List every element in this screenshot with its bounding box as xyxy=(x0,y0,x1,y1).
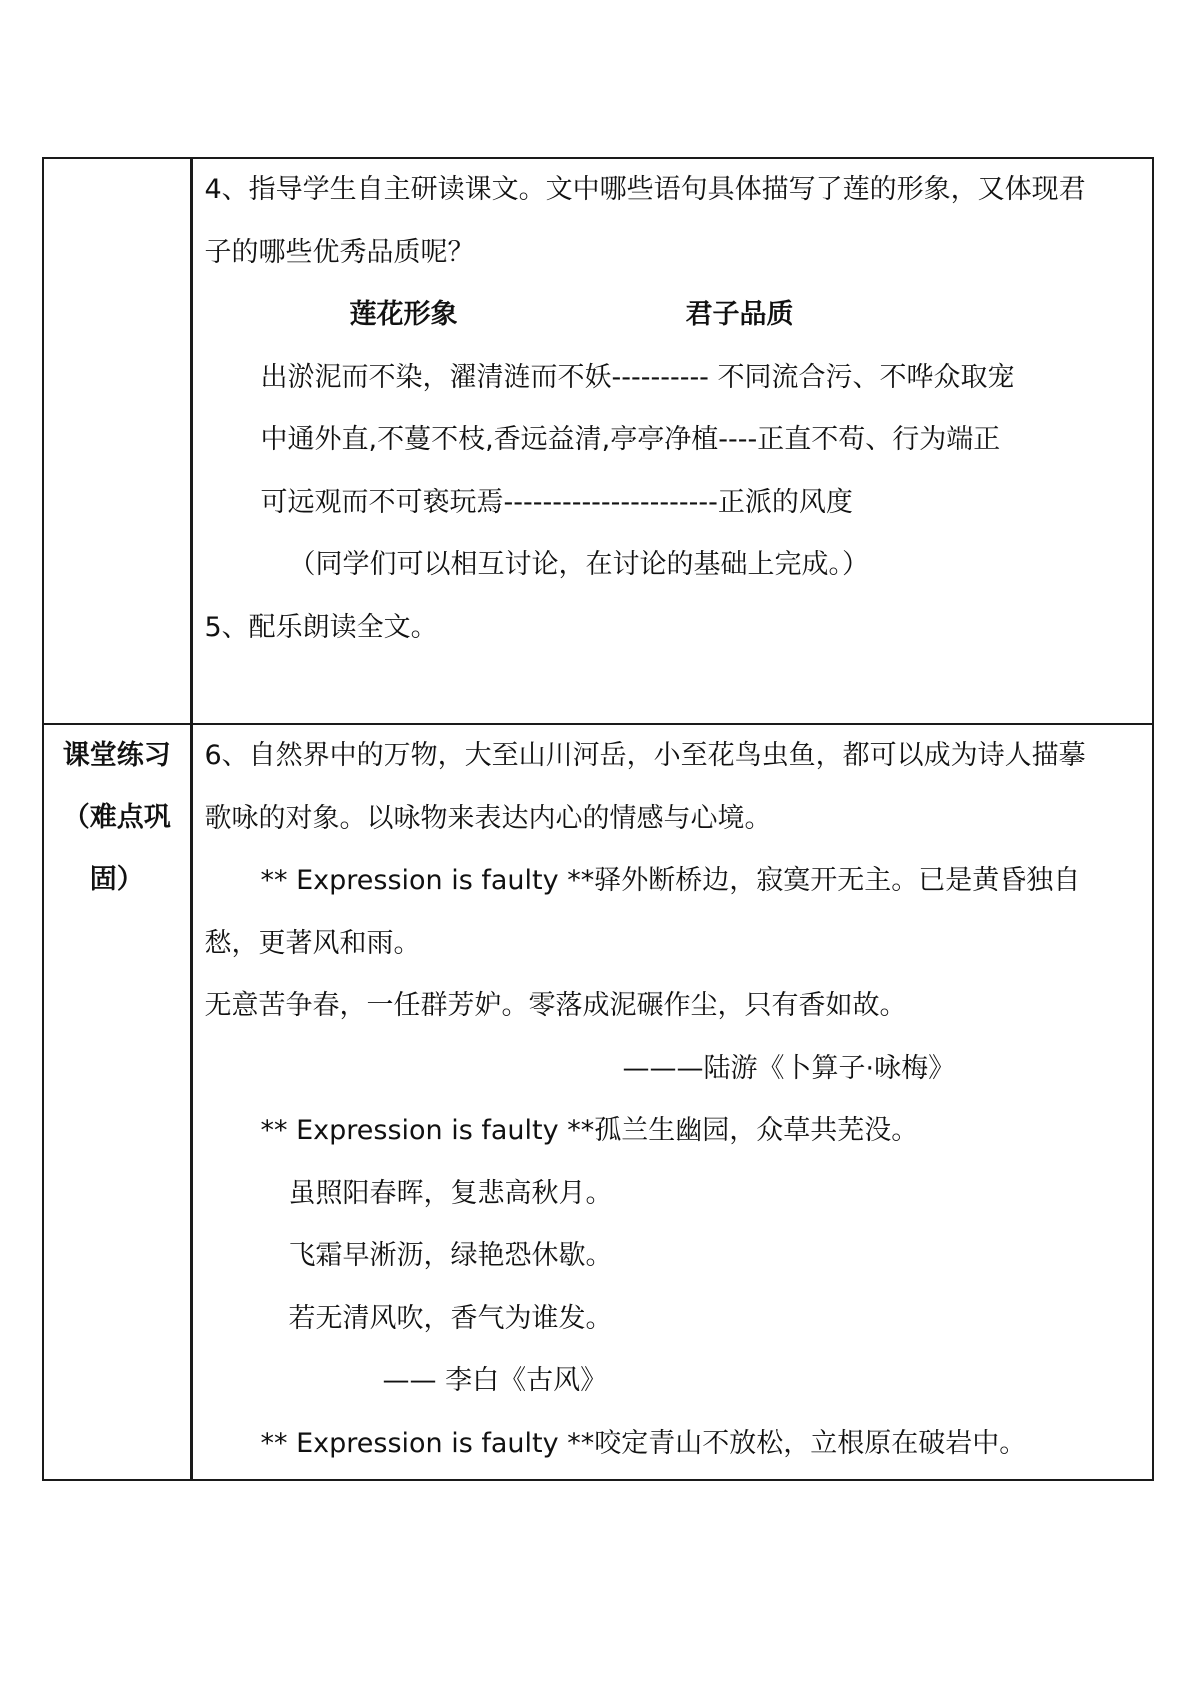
poem-2-line-1: ** Expression is faulty **孤兰生幽园，众草共芜没。 xyxy=(260,1115,919,1146)
question-6-line-2: 歌咏的对象。以咏物来表达内心的情感与心境。 xyxy=(204,802,772,834)
poem-1-line-1: ** Expression is faulty **驿外断桥边，寂寞开无主。已是黄昏独自 xyxy=(260,865,1081,896)
lesson-table xyxy=(42,157,1154,1481)
poem-2-source: —— 李白《古风》 xyxy=(382,1365,608,1396)
question-4-line-1: 4、指导学生自主研读课文。文中哪些语句具体描写了莲的形象，又体现君 xyxy=(204,174,1086,205)
row-content-cell xyxy=(191,724,1153,1480)
row-content-cell xyxy=(191,158,1153,724)
pair-line-2: 中通外直,不蔓不枝,香远益清,亭亭净植----正直不苟、行为端正 xyxy=(260,424,1001,455)
table-row xyxy=(43,724,1153,1480)
discussion-note: （同学们可以相互讨论，在讨论的基础上完成。） xyxy=(288,549,869,580)
row-label-cell-empty xyxy=(43,158,191,724)
pair-line-3: 可远观而不可亵玩焉----------------------正派的风度 xyxy=(260,486,853,518)
row-label-practice xyxy=(44,725,190,911)
column-headings xyxy=(205,284,1145,347)
row-label-cell xyxy=(43,724,191,1480)
poem-1-line-3: 无意苦争春，一任群芳妒。零落成泥碾作尘，只有香如故。 xyxy=(204,990,907,1021)
poem-1-line-2: 愁，更著风和雨。 xyxy=(204,927,421,959)
poem-3-line-1: ** Expression is faulty **咬定青山不放松，立根原在破岩中。 xyxy=(260,1427,1027,1459)
label-line-2: （难点巩 xyxy=(62,802,171,833)
poem-2-line-4: 若无清风吹，香气为谁发。 xyxy=(288,1302,613,1334)
heading-gentleman-quality: 君子品质 xyxy=(685,299,794,330)
table-row xyxy=(43,158,1153,724)
question-5: 5、配乐朗读全文。 xyxy=(204,611,438,643)
poem-2-line-3: 飞霜早淅沥，绿艳恐休歇。 xyxy=(288,1240,613,1271)
pair-line-1: 出淤泥而不染，濯清涟而不妖---------- 不同流合污、不哗众取宠 xyxy=(260,361,1015,393)
question-4-line-2: 子的哪些优秀品质呢？ xyxy=(204,236,475,268)
question-6-line-1: 6、自然界中的万物，大至山川河岳，小至花鸟虫鱼，都可以成为诗人描摹 xyxy=(204,740,1086,771)
heading-lotus-image: 莲花形象 xyxy=(349,299,458,330)
label-line-3: 固） xyxy=(89,864,144,895)
poem-1-source: ———陆游《卜算子·咏梅》 xyxy=(622,1052,956,1084)
label-line-1: 课堂练习 xyxy=(62,740,171,771)
poem-2-line-2: 虽照阳春晖，复悲高秋月。 xyxy=(288,1177,613,1209)
